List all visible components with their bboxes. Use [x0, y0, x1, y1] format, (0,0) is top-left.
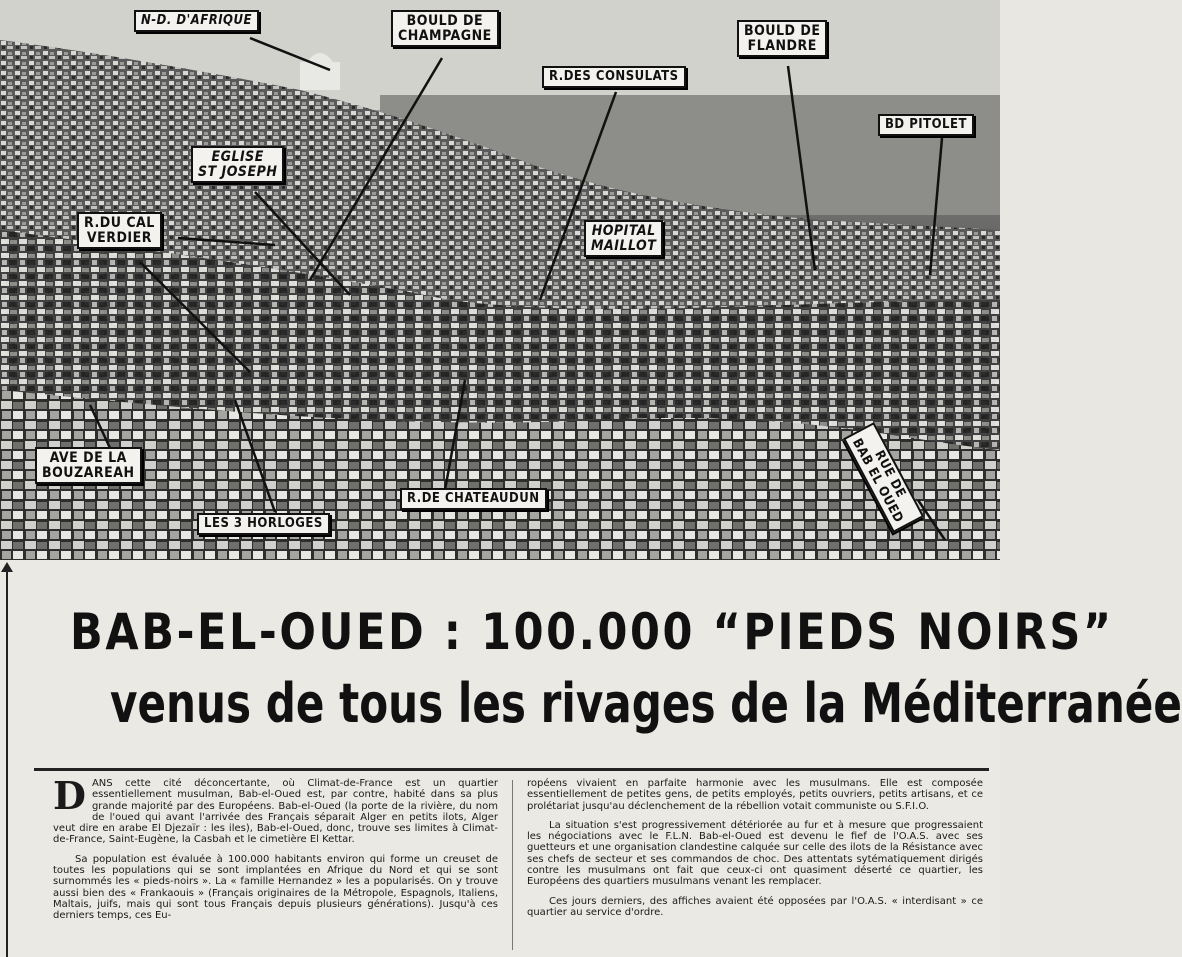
article-column-left — [53, 773, 498, 930]
headline-main: BAB-EL-OUED : 100.000 “PIEDS NOIRS” — [70, 603, 1114, 661]
city-panorama-illustration — [0, 0, 1000, 560]
label-avenue-bouzareah: AVE DE LA BOUZAREAH — [35, 447, 142, 484]
label-rue-bab-el-oued: RUE DE BAB EL OUED — [843, 422, 924, 533]
label-boulevard-champagne: BOULD DE CHAMPAGNE — [391, 10, 499, 47]
label-rue-cal-verdier: R.DU CAL VERDIER — [77, 212, 162, 249]
label-les-3-horloges: LES 3 HORLOGES — [197, 513, 330, 535]
column-separator — [512, 780, 513, 950]
paragraph-1-text: ANS cette cité déconcertante, où Climat-de-France est un quartier essentiellement musulman, Bab-el-Oued est, par contre, habité dans sa plus grande majorité par des Européens. Bab-el-Oued (la porte de la rivière, du nom de l'oued qui avant l'arrivée des Français séparait Alger en petits ilots, Alger veut dire en arabe El Djezaïr : les iles), Bab-el-Oued, donc, trouve ses limites à Climat-de-France, Saint-Eugène, la Casbah et le cimetière El Kettar. — [53, 778, 498, 846]
label-rue-chateaudun: R.DE CHATEAUDUN — [400, 488, 547, 510]
margin-rule — [6, 568, 8, 957]
label-notre-dame-afrique: N-D. D'AFRIQUE — [134, 10, 259, 32]
headline-divider — [34, 768, 989, 771]
city-photograph — [0, 0, 1000, 560]
label-boulevard-flandre: BOULD DE FLANDRE — [737, 20, 827, 57]
paragraph-5: Ces jours derniers, des affiches avaient été opposées par l'O.A.S. « interdisant » ce quartier au service d'ordre. — [527, 895, 983, 918]
paragraph-4: La situation s'est progressivement détériorée au fur et à mesure que progressaient les négociations avec le F.L.N. Bab-el-Oued est devenu le fief de l'O.A.S. avec ses guetteurs et une organisation clandestine calquée sur celle des ilots de la Résistance avec ses chefs de secteur et ses commandos de choc. Des attentats sytématiquement dirigés contre les musulmans ont fait que ceux-ci ont quasiment déserté ce quartier, les Européens des quartiers musulmans venant les remplacer. — [527, 819, 983, 888]
label-hopital-maillot: HOPITAL MAILLOT — [584, 220, 663, 257]
paragraph-1 — [53, 773, 498, 846]
label-eglise-st-joseph: EGLISE ST JOSEPH — [191, 146, 284, 183]
article-column-right — [527, 778, 983, 926]
paragraph-2: Sa population est évaluée à 100.000 habitants environ qui forme un creuset de toutes les populations qui se sont implantées en Afrique du Nord et qui se sont surnommés les « pieds-noirs ». La « famille Hernandez » les a popularisés. On y trouve aussi bien des « Frankaouis » (Français originaires de la Métropole, Espagnols, Italiens, Maltais, juifs, mais qui sont tous Français depuis plusieurs générations). Jusqu'à ces derniers temps, ces Eu- — [53, 853, 498, 922]
label-boulevard-pitolet: BD PITOLET — [878, 114, 974, 136]
drop-cap: D — [53, 773, 86, 818]
paragraph-3: ropéens vivaient en parfaite harmonie avec les musulmans. Elle est composée essentiellement de petites gens, de petits employés, petits ouvriers, petits artisans, et ce prolétariat jusqu'au déclenchement de la rébellion votait communiste ou S.F.I.O. — [527, 778, 983, 812]
headline-subtitle: venus de tous les rivages de la Méditerranée — [110, 672, 1182, 735]
label-rue-des-consulats: R.DES CONSULATS — [542, 66, 686, 88]
